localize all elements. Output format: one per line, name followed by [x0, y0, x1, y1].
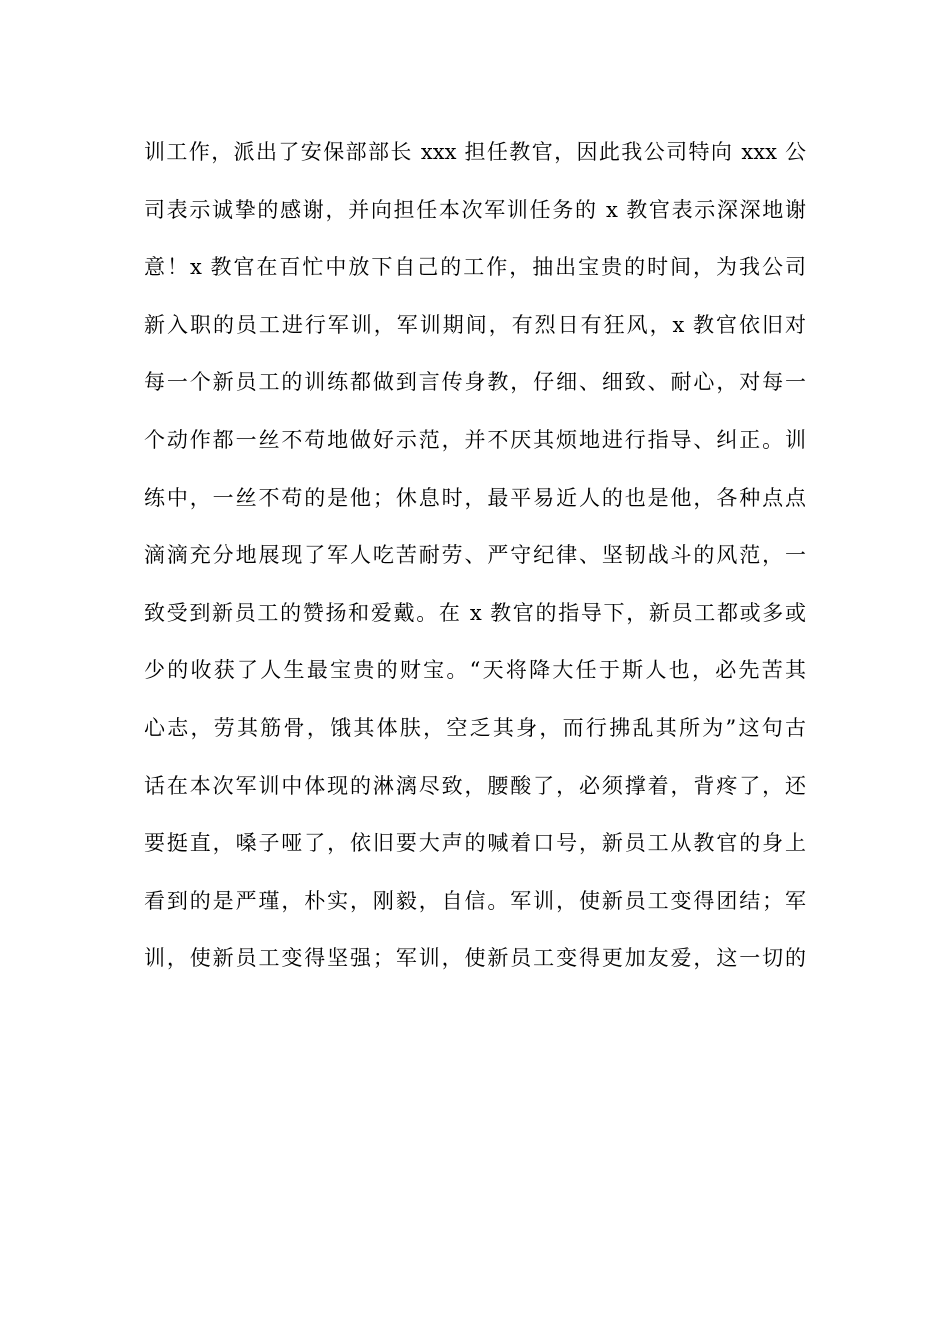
text-line: 练中，一丝不苟的是他；休息时，最平易近人的也是他，各种点点 [144, 485, 806, 510]
text-line: 训，使新员工变得坚强；军训，使新员工变得更加友爱，这一切的 [144, 946, 806, 971]
text-line: 司表示诚挚的感谢，并向担任本次军训任务的 x 教官表示深深地谢 [144, 197, 806, 222]
text-line: 心志，劳其筋骨，饿其体肤，空乏其身，而行拂乱其所为”这句古 [144, 715, 806, 740]
text-line: 每一个新员工的训练都做到言传身教，仔细、细致、耐心，对每一 [144, 370, 806, 395]
text-line: 意！x 教官在百忙中放下自己的工作，抽出宝贵的时间，为我公司 [144, 255, 806, 280]
text-line: 滴滴充分地展现了军人吃苦耐劳、严守纪律、坚韧战斗的风范，一 [144, 543, 806, 568]
body-paragraph [144, 130, 806, 994]
text-line: 个动作都一丝不苟地做好示范，并不厌其烦地进行指导、纠正。训 [144, 427, 806, 452]
text-line: 要挺直，嗓子哑了，依旧要大声的喊着口号，新员工从教官的身上 [144, 831, 806, 856]
text-line: 致受到新员工的赞扬和爱戴。在 x 教官的指导下，新员工都或多或 [144, 600, 806, 625]
text-line: 看到的是严瑾，朴实，刚毅，自信。军训，使新员工变得团结；军 [144, 888, 806, 913]
text-line: 少的收获了人生最宝贵的财宝。“天将降大任于斯人也，必先苦其 [144, 658, 806, 683]
text-line: 训工作，派出了安保部部长 xxx 担任教官，因此我公司特向 xxx 公 [144, 140, 806, 164]
text-line: 话在本次军训中体现的淋漓尽致，腰酸了，必须撑着，背疼了，还 [144, 773, 806, 798]
text-line: 新入职的员工进行军训，军训期间，有烈日有狂风，x 教官依旧对 [144, 312, 806, 337]
